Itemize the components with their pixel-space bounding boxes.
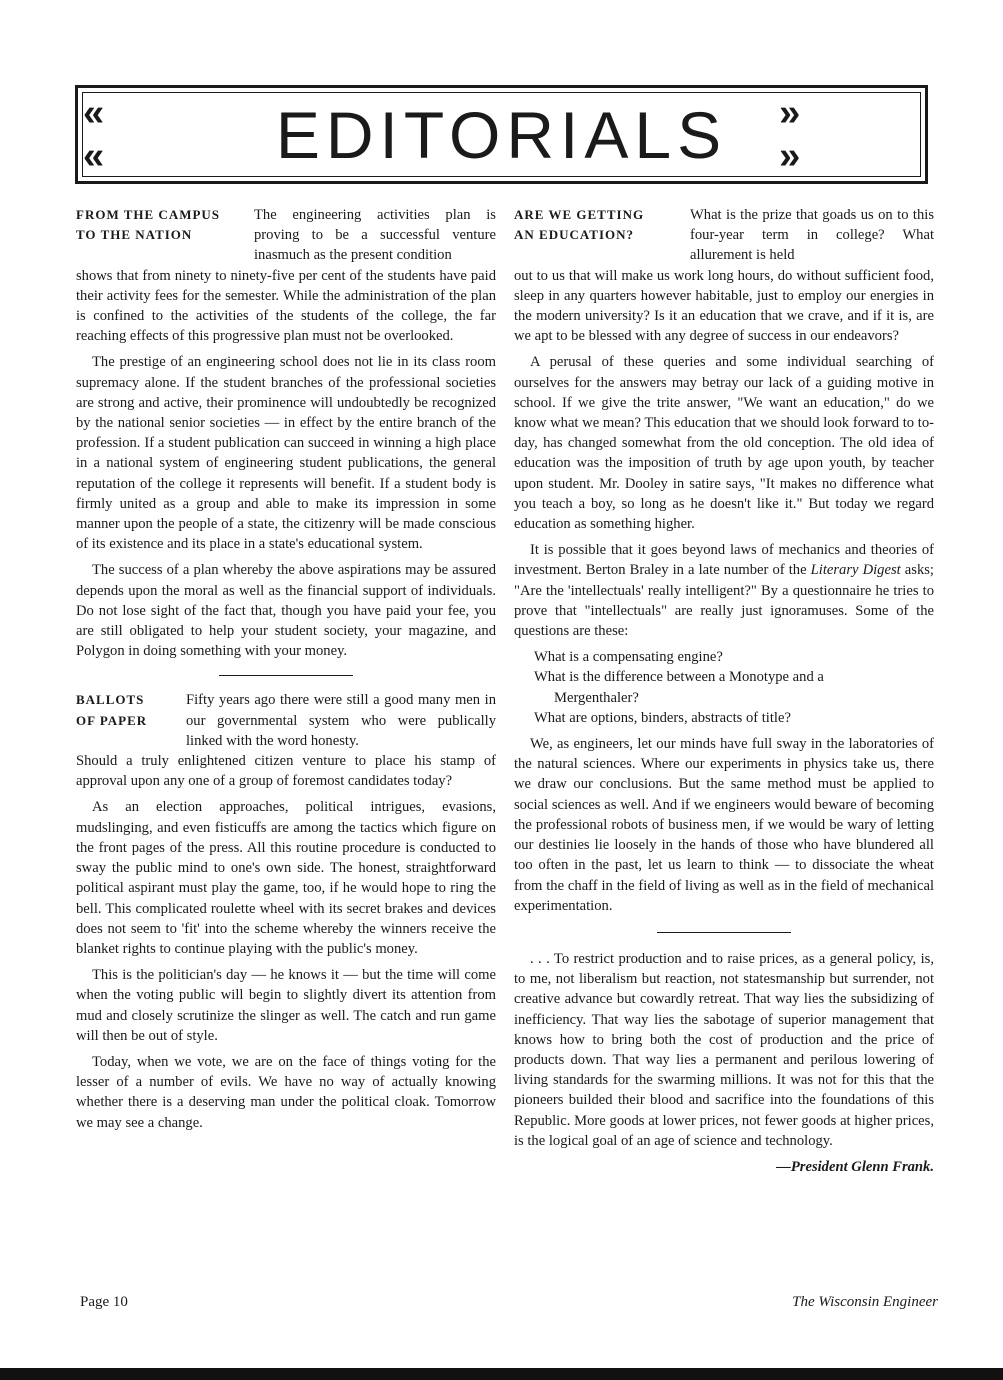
banner-inner-frame [82, 92, 921, 177]
heading-line: BALLOTS [76, 692, 145, 708]
editorial-paragraph: out to us that will make us work long hours, do without sufficient food, sleep in any quarters however habitable, just to employ our energies in the modern university? Is it an education that we crave, and if it is, are we apt to be blessed with any degree of success in our endeavors? [514, 267, 934, 345]
editorial-paragraph: As an election approaches, political intrigues, evasions, mudslinging, and even fisticuffs are among the tactics which figure on the front pages of the press. All this routine procedure is conducted to sway the public mind to one's own side. The honest, straightforward political aspirant must play the game, too, if he would hope to ring the bell. This complicated roulette wheel with its secret brakes and devices does not seem to 'fit' into the scheme whereby the winners receive the blanket rights to continue playing with the public's money. [76, 799, 496, 957]
right-column [514, 205, 934, 1177]
editorial-paragraph: A perusal of these queries and some individual searching of ourselves for the answers may betray our lack of a guiding motive in school. If we give the trite answer, "We want an education," do we know what we mean? This education that we should look forward to to-day, has changed somewhat from the old conception. The old idea of education was the imposition of truth by age upon youth, by teacher upon student. Mr. Dooley in satire says, "It makes no difference what you teach a boy, so long as he doesn't like it." But today we regard education as something higher. [514, 354, 934, 533]
section-divider [219, 675, 353, 676]
quotation-glenn-frank [514, 949, 934, 1177]
publication-name: The Wisconsin Engineer [792, 1294, 938, 1310]
right-guillemets: » » [779, 91, 831, 177]
editorial-heading [514, 205, 672, 266]
question-item-continued: Mergenthaler? [554, 689, 639, 706]
editorial-paragraph: shows that from ninety to ninety-five per cent of the students have paid their activity fees for the semester. While the administration of the plan is confined to the activities of the students of the college, the far reaching effects of this progressive plan must not be overlooked. [76, 267, 496, 345]
editorial-lead-text: Fifty years ago there were still a good many men in our governmental system who were publically linked with the word honesty. [186, 692, 496, 749]
quotation-text: . . . To restrict production and to raise prices, as a general policy, is, to me, not liberalism but reaction, not statesmanship but surrender, not creative advance but cowardly retreat. That way lies the subsidizing of inefficiency. That way lies the sabotage of superior management that knows how to bring both the cost of production and the price of products down. That way lies a permanent and perilous lowering of living standards for the swarming millions. It was not for this that the pioneers builded their blood and sacrifice into the foundations of this Republic. More goods at lower prices, not fewer goods at higher prices, is the logical goal of an age of science and technology. [514, 950, 934, 1149]
editorial-head-block [76, 205, 496, 266]
editorial-paragraph: This is the politician's day — he knows it — but the time will come when the voting public will begin to slightly divert its attention from mud and closely scrutinize the slinger as well. The catch and run game will then be out of style. [76, 967, 496, 1044]
editorial-head-block [514, 205, 934, 266]
editorial-heading [76, 205, 236, 266]
heading-line: TO THE NATION [76, 227, 193, 243]
heading-line: ARE WE GETTING [514, 207, 645, 222]
heading-line: AN EDUCATION? [514, 227, 635, 243]
left-guillemets: « « [83, 91, 135, 177]
editorial-paragraph: Today, when we vote, we are on the face of things voting for the lesser of a number of evils. We have no way of actually knowing whether there is a deserving man under the political cloak. Tomorrow we may see a change. [76, 1053, 496, 1131]
left-column [76, 205, 496, 1139]
question-item: What is a compensating engine? [534, 649, 723, 666]
page-number: Page 10 [80, 1294, 128, 1310]
editorial-campus-to-nation [76, 205, 496, 661]
editorial-paragraph: We, as engineers, let our minds have full sway in the laboratories of the natural sciences. Where our experiments in physics take us, there we draw our conclusions. But the same method must be applied to social sciences as well. And if we engineers would beware of becoming the professional robots of business men, if we would be wary of letting our destinies lie loosely in the hands of those who have blundered all too often in the past, let us learn to think — to dissociate the wheat from the chaff in the field of living as well as in the field of mechanical experimentation. [514, 736, 934, 914]
text-run: It is possible that it goes beyond laws of mechanics and theories of investment. Berton Braley in a late number of the [514, 542, 934, 579]
editorial-lead-text: The engineering activities plan is proving to be a successful venture inasmuch as the present condition [254, 207, 496, 264]
editorial-head-block [76, 690, 496, 751]
scan-edge-bar [0, 1368, 1003, 1380]
publication-title: Literary Digest [810, 562, 901, 579]
editorial-paragraph: Should a truly enlightened citizen venture to place his stamp of approval upon any one of a group of foremost candidates today? [76, 753, 496, 790]
heading-line: FROM THE CAMPUS [76, 207, 221, 222]
editorials-banner [75, 85, 928, 184]
editorial-are-we-getting-an-education [514, 205, 934, 916]
section-divider [657, 932, 791, 933]
editorial-paragraph: The prestige of an engineering school does not lie in its class room supremacy alone. If the student branches of the professional societies are strong and active, their prominence will undoubtedly be recognized by the national senior societies — in effect by the entire branch of the profession. If a student publication can succeed in winning a high place in a national system of engineering student publications, the general reputation of the college it represents will benefit. If a student body is firmly united as a group and able to make its impression in some manner upon the people of a state, the citizenry will be made conscious of its existence and its place in a state's educational system. [76, 354, 496, 553]
editorial-ballots-of-paper [76, 690, 496, 1132]
editorial-paragraph [514, 540, 934, 641]
question-item: What are options, binders, abstracts of title? [534, 709, 791, 726]
editorial-paragraph: The success of a plan whereby the above aspirations may be assured depends upon the moral as well as the financial support of individuals. Do not lose sight of the fact that, though you have paid your fee, you are still obligated to help your student society, your magazine, and Polygon in doing something with your money. [76, 562, 496, 660]
text-run: asks; "Are the 'intellectuals' really intelligent?" By a questionnaire he tries to prove that "intellectuals" are really just ignoramuses. Some of the questions are these: [514, 562, 934, 640]
quotation-attribution: —President Glenn Frank. [776, 1158, 934, 1175]
question-item: What is the difference between a Monotype and a [534, 669, 824, 686]
question-list [534, 647, 934, 728]
editorial-lead-text: What is the prize that goads us on to this four-year term in college? What allurement is held [690, 207, 934, 264]
heading-line: OF PAPER [76, 712, 148, 728]
page-title: EDITORIALS [275, 97, 728, 172]
editorial-heading [76, 690, 168, 751]
